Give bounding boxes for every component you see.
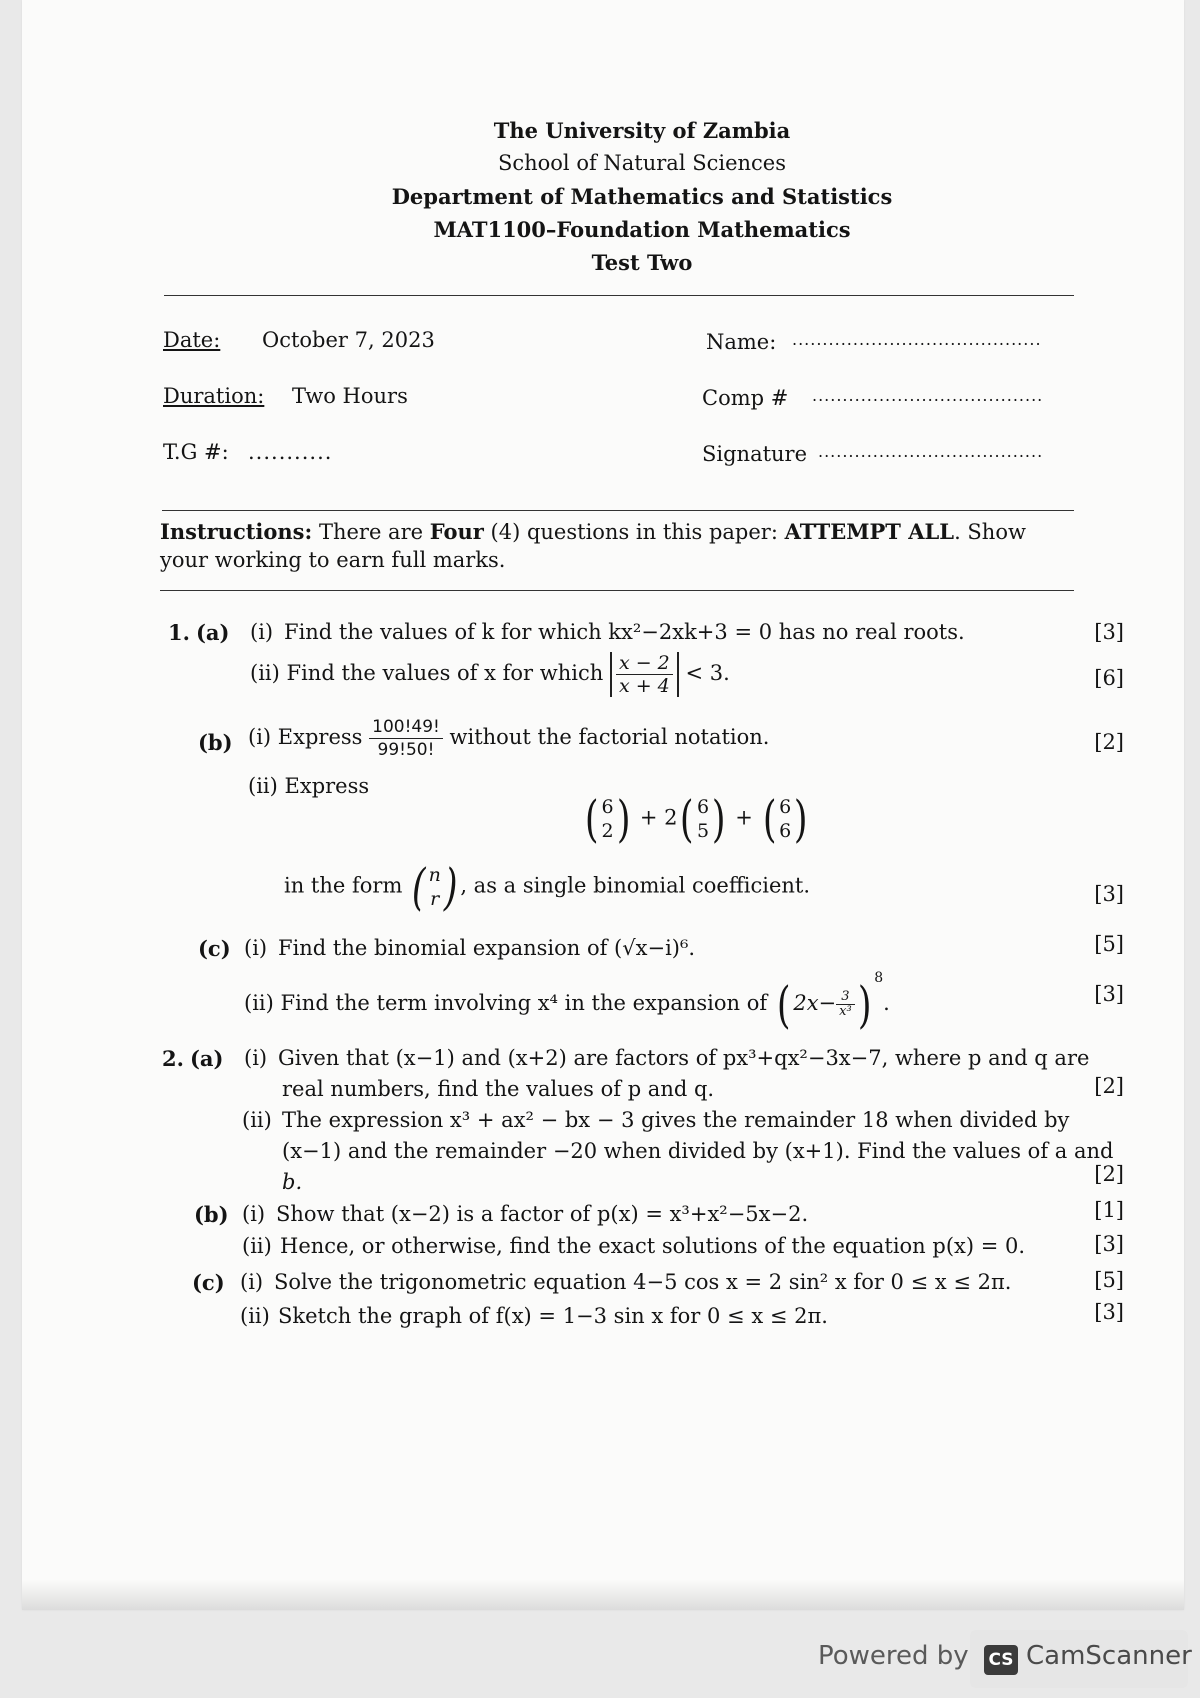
binom-top: n — [428, 864, 441, 886]
binom-bottom: 6 — [779, 820, 792, 842]
instructions-label: Instructions: — [160, 519, 313, 544]
q2b-i-mark: [1] — [1094, 1198, 1124, 1222]
q2a-i-label: (i) — [244, 1046, 268, 1070]
q1c-i-mark: [5] — [1094, 932, 1124, 956]
q2c-ii-text: Sketch the graph of f(x) = 1−3 sin x for 0 ≤ x ≤ 2π. — [278, 1304, 828, 1328]
q1-number: 1. — [168, 620, 190, 645]
q1b-label: (b) — [198, 730, 233, 755]
q1b-i-question — [248, 716, 769, 761]
q2a-label: (a) — [190, 1046, 224, 1071]
q2c-i-text: Solve the trigonometric equation 4−5 cos x = 2 sin² x for 0 ≤ x ≤ 2π. — [274, 1270, 1012, 1294]
duration-label: Duration: — [163, 384, 265, 408]
test-title: Test Two — [591, 250, 693, 275]
q1b-ii-label: (ii) — [248, 774, 278, 798]
q2a-i-line1: Given that (x−1) and (x+2) are factors of px³+qx²−3x−7, where p and q are — [278, 1046, 1090, 1070]
camscanner-logo-icon: CS — [984, 1645, 1018, 1675]
exam-paper — [22, 0, 1184, 1610]
header-divider — [164, 295, 1074, 296]
q1a-ii-tail: < 3. — [685, 661, 730, 685]
q2a-ii-label: (ii) — [242, 1108, 272, 1132]
binom-top: 6 — [601, 796, 614, 818]
q2a-ii-line1: The expression x³ + ax² − bx − 3 gives the remainder 18 when divided by — [282, 1108, 1070, 1132]
q2c-i-label: (i) — [240, 1270, 264, 1294]
q1b-ii-question — [248, 774, 369, 798]
instructions-attempt-all: ATTEMPT ALL — [784, 519, 955, 544]
binomial-6-2: ( 6 2) — [584, 790, 631, 848]
signature-label: Signature — [702, 442, 808, 466]
instructions-divider — [160, 590, 1074, 591]
q2c-label: (c) — [192, 1270, 225, 1295]
q2c-i-mark: [5] — [1094, 1268, 1124, 1292]
powered-by-text: Powered by — [818, 1641, 969, 1671]
date-label: Date: — [163, 328, 221, 352]
q1b-i-pre: Express — [277, 725, 363, 749]
binomial-n-r: ( n r) — [411, 858, 458, 916]
q1c-ii-fraction — [836, 990, 855, 1019]
name-label: Name: — [706, 330, 777, 354]
q1b-ii-form — [284, 858, 810, 916]
q1c-ii-power: 8 — [874, 970, 884, 986]
q1c-ii-question: (ii) Find the term involving x⁴ in the expansion of ( 2x− $\frac{3}{\text{x³}}$ ) $^8$. — [244, 970, 890, 1034]
form-pre: in the form — [284, 873, 403, 898]
q1a-i-mark: [3] — [1094, 620, 1124, 644]
instructions-four: Four — [429, 519, 484, 544]
q1a-ii-label: (ii) — [250, 661, 280, 685]
q1c-ii-end: . — [883, 991, 890, 1015]
q2b-i-text: Show that (x−2) is a factor of p(x) = x³+x²−5x−2. — [276, 1202, 809, 1226]
binom-bottom: r — [430, 888, 440, 910]
binom-bottom: 2 — [601, 820, 614, 842]
q1b-ii-text: Express — [284, 774, 370, 798]
q2a-ii-line2: (x−1) and the remainder −20 when divided by (x+1). Find the values of a and — [282, 1139, 1114, 1163]
comp-label: Comp # — [702, 386, 789, 410]
q1a-ii-numerator: x − 2 — [616, 652, 673, 675]
q1b-i-numerator: 100!49! — [369, 716, 443, 739]
camscanner-brand: CamScanner — [1026, 1641, 1192, 1671]
q2b-ii-text: Hence, or otherwise, find the exact solutions of the equation p(x) = 0. — [280, 1234, 1026, 1258]
q2-number: 2. — [162, 1046, 184, 1071]
q1a-ii-denominator: x + 4 — [618, 675, 670, 697]
q1b-i-fraction — [369, 716, 443, 761]
q1b-ii-mark: [3] — [1094, 882, 1124, 906]
binom-bottom: 5 — [696, 820, 710, 842]
tg-label: T.G #: — [163, 440, 229, 464]
q2a-i-mark: [2] — [1094, 1074, 1124, 1098]
q2c-ii-mark: [3] — [1094, 1300, 1124, 1324]
q1c-i-text: Find the binomial expansion of (√x−i)⁶. — [278, 936, 696, 960]
date-value: October 7, 2023 — [262, 328, 435, 352]
signature-blank: ..................................... — [818, 442, 1044, 461]
q1c-ii-label: (ii) — [244, 991, 274, 1015]
q2a-i-line2: real numbers, find the values of p and q. — [282, 1077, 715, 1101]
q2b-ii-mark: [3] — [1094, 1232, 1124, 1256]
instructions-text-b: (4) questions in this paper: — [490, 520, 778, 544]
department-name: Department of Mathematics and Statistics — [391, 184, 893, 209]
q1c-ii-fden: x³ — [839, 1004, 852, 1019]
q2b-label: (b) — [194, 1202, 229, 1227]
details-divider — [162, 510, 1074, 511]
q1c-ii-mark: [3] — [1094, 982, 1124, 1006]
university-name: The University of Zambia — [493, 118, 791, 143]
q1a-ii-question — [250, 652, 730, 697]
q1c-label: (c) — [198, 936, 231, 961]
binom-op: + 2 — [639, 805, 678, 830]
q1a-ii-mark: [6] — [1094, 666, 1124, 690]
instructions-text-c: . Show your working to earn full marks. — [160, 520, 1026, 572]
duration-value: Two Hours — [292, 384, 408, 408]
q1a-i-label: (i) — [250, 620, 274, 644]
q2a-ii-line3: b. — [282, 1170, 303, 1194]
q1b-i-post: without the factorial notation. — [449, 725, 770, 749]
instructions — [160, 518, 1072, 574]
q1c-ii-fnum: 3 — [836, 990, 855, 1005]
q1a-i-text: Find the values of k for which kx²−2xk+3 = 0 has no real roots. — [284, 620, 965, 644]
binom-top: 6 — [779, 796, 792, 818]
q1c-ii-expr: 2x− — [793, 991, 837, 1015]
q2a-ii-mark: [2] — [1094, 1162, 1124, 1186]
q1b-i-denominator: 99!50! — [377, 740, 435, 760]
instructions-text-a: There are — [318, 520, 424, 544]
form-post: , as a single binomial coefficient. — [460, 873, 811, 898]
q1c-i-label: (i) — [244, 936, 268, 960]
q1a-ii-fraction — [616, 652, 673, 697]
q1a-ii-text: Find the values of x for which — [286, 661, 604, 685]
course-title: MAT1100–Foundation Mathematics — [433, 217, 851, 242]
binom-top: 6 — [696, 796, 710, 818]
q2c-ii-label: (ii) — [240, 1304, 270, 1328]
q1a-label: (a) — [196, 620, 230, 645]
tg-blank: ........... — [248, 440, 333, 464]
q2b-ii-label: (ii) — [242, 1234, 272, 1258]
binom-op: + — [735, 805, 753, 830]
school-name: School of Natural Sciences — [497, 151, 787, 175]
q2b-i-label: (i) — [242, 1202, 266, 1226]
binomial-6-5: ( 6 5) — [680, 790, 726, 848]
name-blank: ......................................... — [792, 330, 1042, 349]
q1b-i-mark: [2] — [1094, 730, 1124, 754]
binomial-sum — [582, 790, 811, 848]
comp-blank: ...................................... — [812, 386, 1044, 405]
binomial-6-6: ( 6 6) — [762, 790, 808, 848]
absolute-value — [610, 652, 679, 697]
q1c-ii-text: Find the term involving x⁴ in the expansion of — [280, 991, 768, 1015]
q1b-i-label: (i) — [248, 725, 272, 749]
